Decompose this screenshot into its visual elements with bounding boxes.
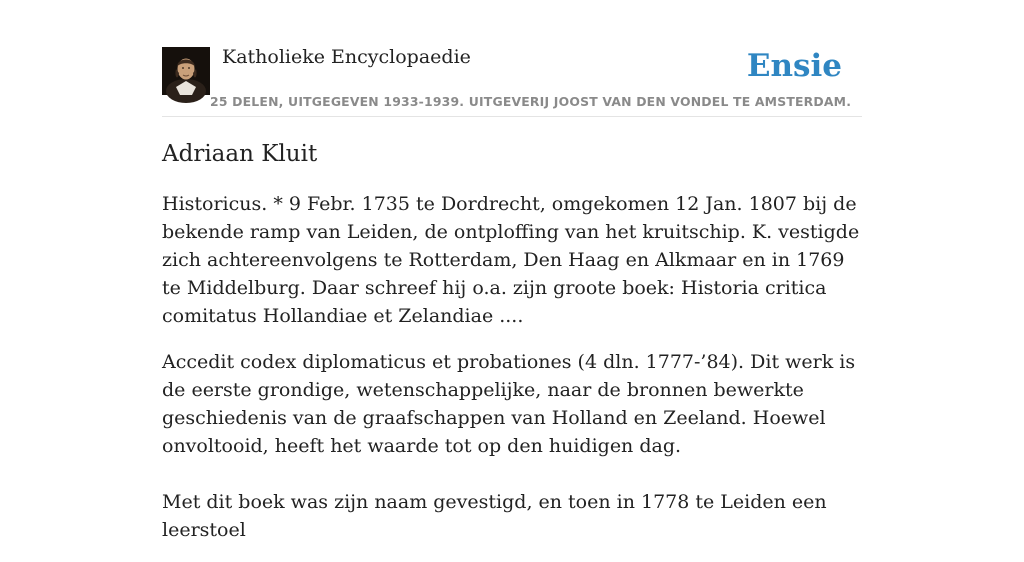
portrait-avatar-icon[interactable] xyxy=(162,47,210,95)
article-paragraph: Historicus. * 9 Febr. 1735 te Dordrecht, omgekomen 12 Jan. 1807 bij de bekende ramp van Leiden, de ontploffing van het kruitschip. K. vestigde zich achtereenvolgens te Rotterdam, Den Haag en Alkmaar en in 1769 te Middelburg. Daar schreef hij o.a. zijn groote boek: Historia critica comitatus Hollandiae et Zelandiae .... xyxy=(162,193,860,327)
source-title-link[interactable]: Katholieke Encyclopaedie xyxy=(222,46,471,68)
article xyxy=(162,138,862,562)
article-paragraph: Accedit codex diplomaticus et probationes (4 dln. 1777-’84). Dit werk is de eerste grondige, wetenschappelijke, naar de bronnen bewerkte geschiedenis van de graafschappen van Holland en Zeeland. Hoewel onvoltooid, heeft het waarde tot op den huidigen dag. xyxy=(162,351,856,457)
article-title: Adriaan Kluit xyxy=(162,141,318,167)
article-paragraph: Met dit boek was zijn naam gevestigd, en toen in 1778 te Leiden een leerstoel xyxy=(162,491,827,541)
brand-logo-link[interactable]: Ensie xyxy=(746,48,842,84)
source-subtitle: 25 DELEN, UITGEGEVEN 1933-1939. UITGEVERIJ JOOST VAN DEN VONDEL TE AMSTERDAM. xyxy=(210,94,852,109)
source-header xyxy=(162,46,862,117)
